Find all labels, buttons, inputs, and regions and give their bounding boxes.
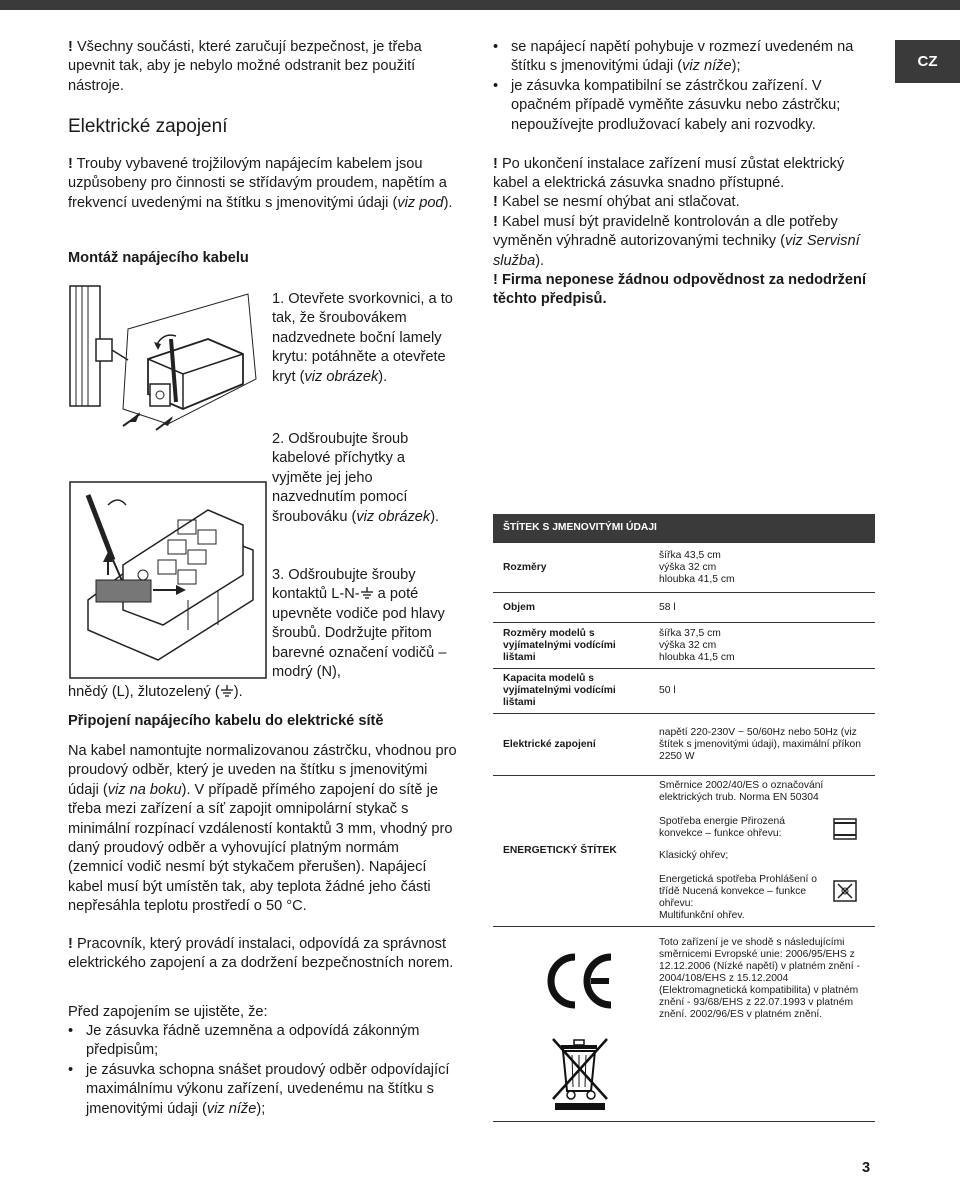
accessibility-warning: ! Po ukončení instalace zařízení musí zůstat elektrický kabel a elektrická zásuvka snadno přístupné. <box>493 156 845 192</box>
grid-connection-text: Na kabel namontujte normalizovanou zástrčku, vhodnou pro proudový odběr, který je uveden na štítku s jmenovitými údaji (viz na boku). V případě přímého zapojení do sítě je třeba mezi zařízení a síť zapojit omnipolární stykač s minimální rozpínací vzdáleností kontaktů 3 mm, vhodný pro daný proudový odběr a vyhovující platným normám (zemnicí vodič nesmí být stykačem přerušen). Napájecí kabel musí být umístěn tak, aby teplota žádné jeho části nepřesáhla teplotu prostředí o 50 °C. <box>68 743 457 915</box>
fan-heating-icon <box>833 880 857 902</box>
safety-warning: ! Všechny součásti, které zaručují bezpečnost, je třeba upevnit tak, aby je nebylo možné odstranit bez použití nástroje. <box>68 39 422 94</box>
page-number: 3 <box>862 1160 871 1176</box>
earth-icon <box>220 685 234 697</box>
three-core-cable-warning: ! Trouby vybavené trojžilovým napájecím kabelem jsou uzpůsobeny pro činnosti se střídavým proudem, napětím a frekvencí uvedenými na štítku s jmenovitými údaji (viz pod). <box>68 156 453 211</box>
right-check-list <box>493 38 873 135</box>
table-row: Objem 58 l <box>493 593 875 623</box>
top-bar <box>0 0 960 10</box>
table-row: Rozměry modelů s vyjímatelnými vodícími lištami šířka 37,5 cm výška 32 cm hloubka 41,5 cm <box>493 623 875 669</box>
section-title: Elektrické zapojení <box>68 116 228 137</box>
list-item: • je zásuvka kompatibilní se zástrčkou zařízení. V opačném případě vyměňte zásuvku nebo zástrčku; nepoužívejte prodlužovací kabely ani rozvodky. <box>493 77 873 135</box>
step-3: 3. Odšroubujte šrouby kontaktů L-N- a poté upevněte vodiče pod hlavy šroubů. Dodržujte přitom barevné označení vodičů – modrý (N), <box>272 567 447 681</box>
grid-connection-title: Připojení napájecího kabelu do elektrické sítě <box>68 713 384 729</box>
table-row: Kapacita modelů s vyjímatelnými vodícími lištami 50 l <box>493 669 875 714</box>
before-connect-list <box>68 1022 458 1119</box>
liability-warning: ! Firma neponese žádnou odpovědnost za nedodržení těchto předpisů. <box>493 272 867 308</box>
terminal-box-figure-1 <box>68 284 264 434</box>
ce-mark-icon <box>545 951 617 1011</box>
step-3-colors: hnědý (L), žlutozelený ( ). <box>68 684 243 700</box>
inspection-warning: ! Kabel musí být pravidelně kontrolován a dle potřeby vyměněn výhradně autorizovanými techniky (viz Servisní služba). <box>493 214 860 269</box>
warning-mark: ! <box>68 39 73 55</box>
step-2: 2. Odšroubujte šroub kabelové příchytky a vyjměte jej jeho nazvednutím pomocí šroubováku (viz obrázek). <box>272 431 440 525</box>
conventional-heating-icon <box>833 818 857 840</box>
language-tab: CZ <box>895 40 960 83</box>
cable-clamp-figure-2 <box>68 480 268 680</box>
table-row: Toto zařízení je ve shodě s následujícími směrnicemi Evropské unie: 2006/95/EHS z 12.12.2006 (Nízké napětí) v platném znění - 2004/108/EHS z 15.12.2004 (Elektromagnetická kompatibilita) v platném znění - 93/68/EHS z 22.07.1993 v platném znění. 2002/96/ES v platném znění. <box>493 927 875 1122</box>
bend-warning: ! Kabel se nesmí ohýbat ani stlačovat. <box>493 194 740 210</box>
weee-bin-icon <box>541 1033 621 1113</box>
rating-plate-table <box>493 514 875 1122</box>
table-row: Elektrické zapojení napětí 220-230V ~ 50/60Hz nebo 50Hz (viz štítek s jmenovitými údaji), maximální příkon 2250 W <box>493 714 875 776</box>
cable-mounting-title: Montáž napájecího kabelu <box>68 250 249 266</box>
step-1: 1. Otevřete svorkovnici, a to tak, že šroubovákem nadzvednete boční lamely krytu: potáhněte a otevřete kryt (viz obrázek). <box>272 291 453 385</box>
list-item: • Je zásuvka řádně uzemněna a odpovídá zákonným předpisům; <box>68 1022 458 1061</box>
list-item: • je zásuvka schopna snášet proudový odběr odpovídající maximálnímu výkonu zařízení, uvedenému na štítku s jmenovitými údaji (viz níže); <box>68 1061 458 1119</box>
table-row: Rozměry šířka 43,5 cm výška 32 cm hloubka 41,5 cm <box>493 543 875 593</box>
earth-icon <box>360 587 374 599</box>
installer-warning: ! Pracovník, který provádí instalaci, odpovídá za správnost elektrického zapojení a za dodržení bezpečnostních norem. <box>68 936 454 972</box>
table-title: ŠTÍTEK S JMENOVITÝMI ÚDAJI <box>493 514 875 543</box>
before-connect-intro: Před zapojením se ujistěte, že: <box>68 1004 268 1020</box>
table-row: ENERGETICKÝ ŠTÍTEK Směrnice 2002/40/ES o označování elektrických trub. Norma EN 50304 Spotřeba energie Přirozená konvekce – funkce ohřevu: Klasický ohřev; Energetická spotřeba Prohlášení o třídě Nucená konvekce – funkce ohřevu: Multifunkční ohřev. <box>493 776 875 927</box>
list-item: • se napájecí napětí pohybuje v rozmezí uvedeném na štítku s jmenovitými údaji (viz níže); <box>493 38 873 77</box>
